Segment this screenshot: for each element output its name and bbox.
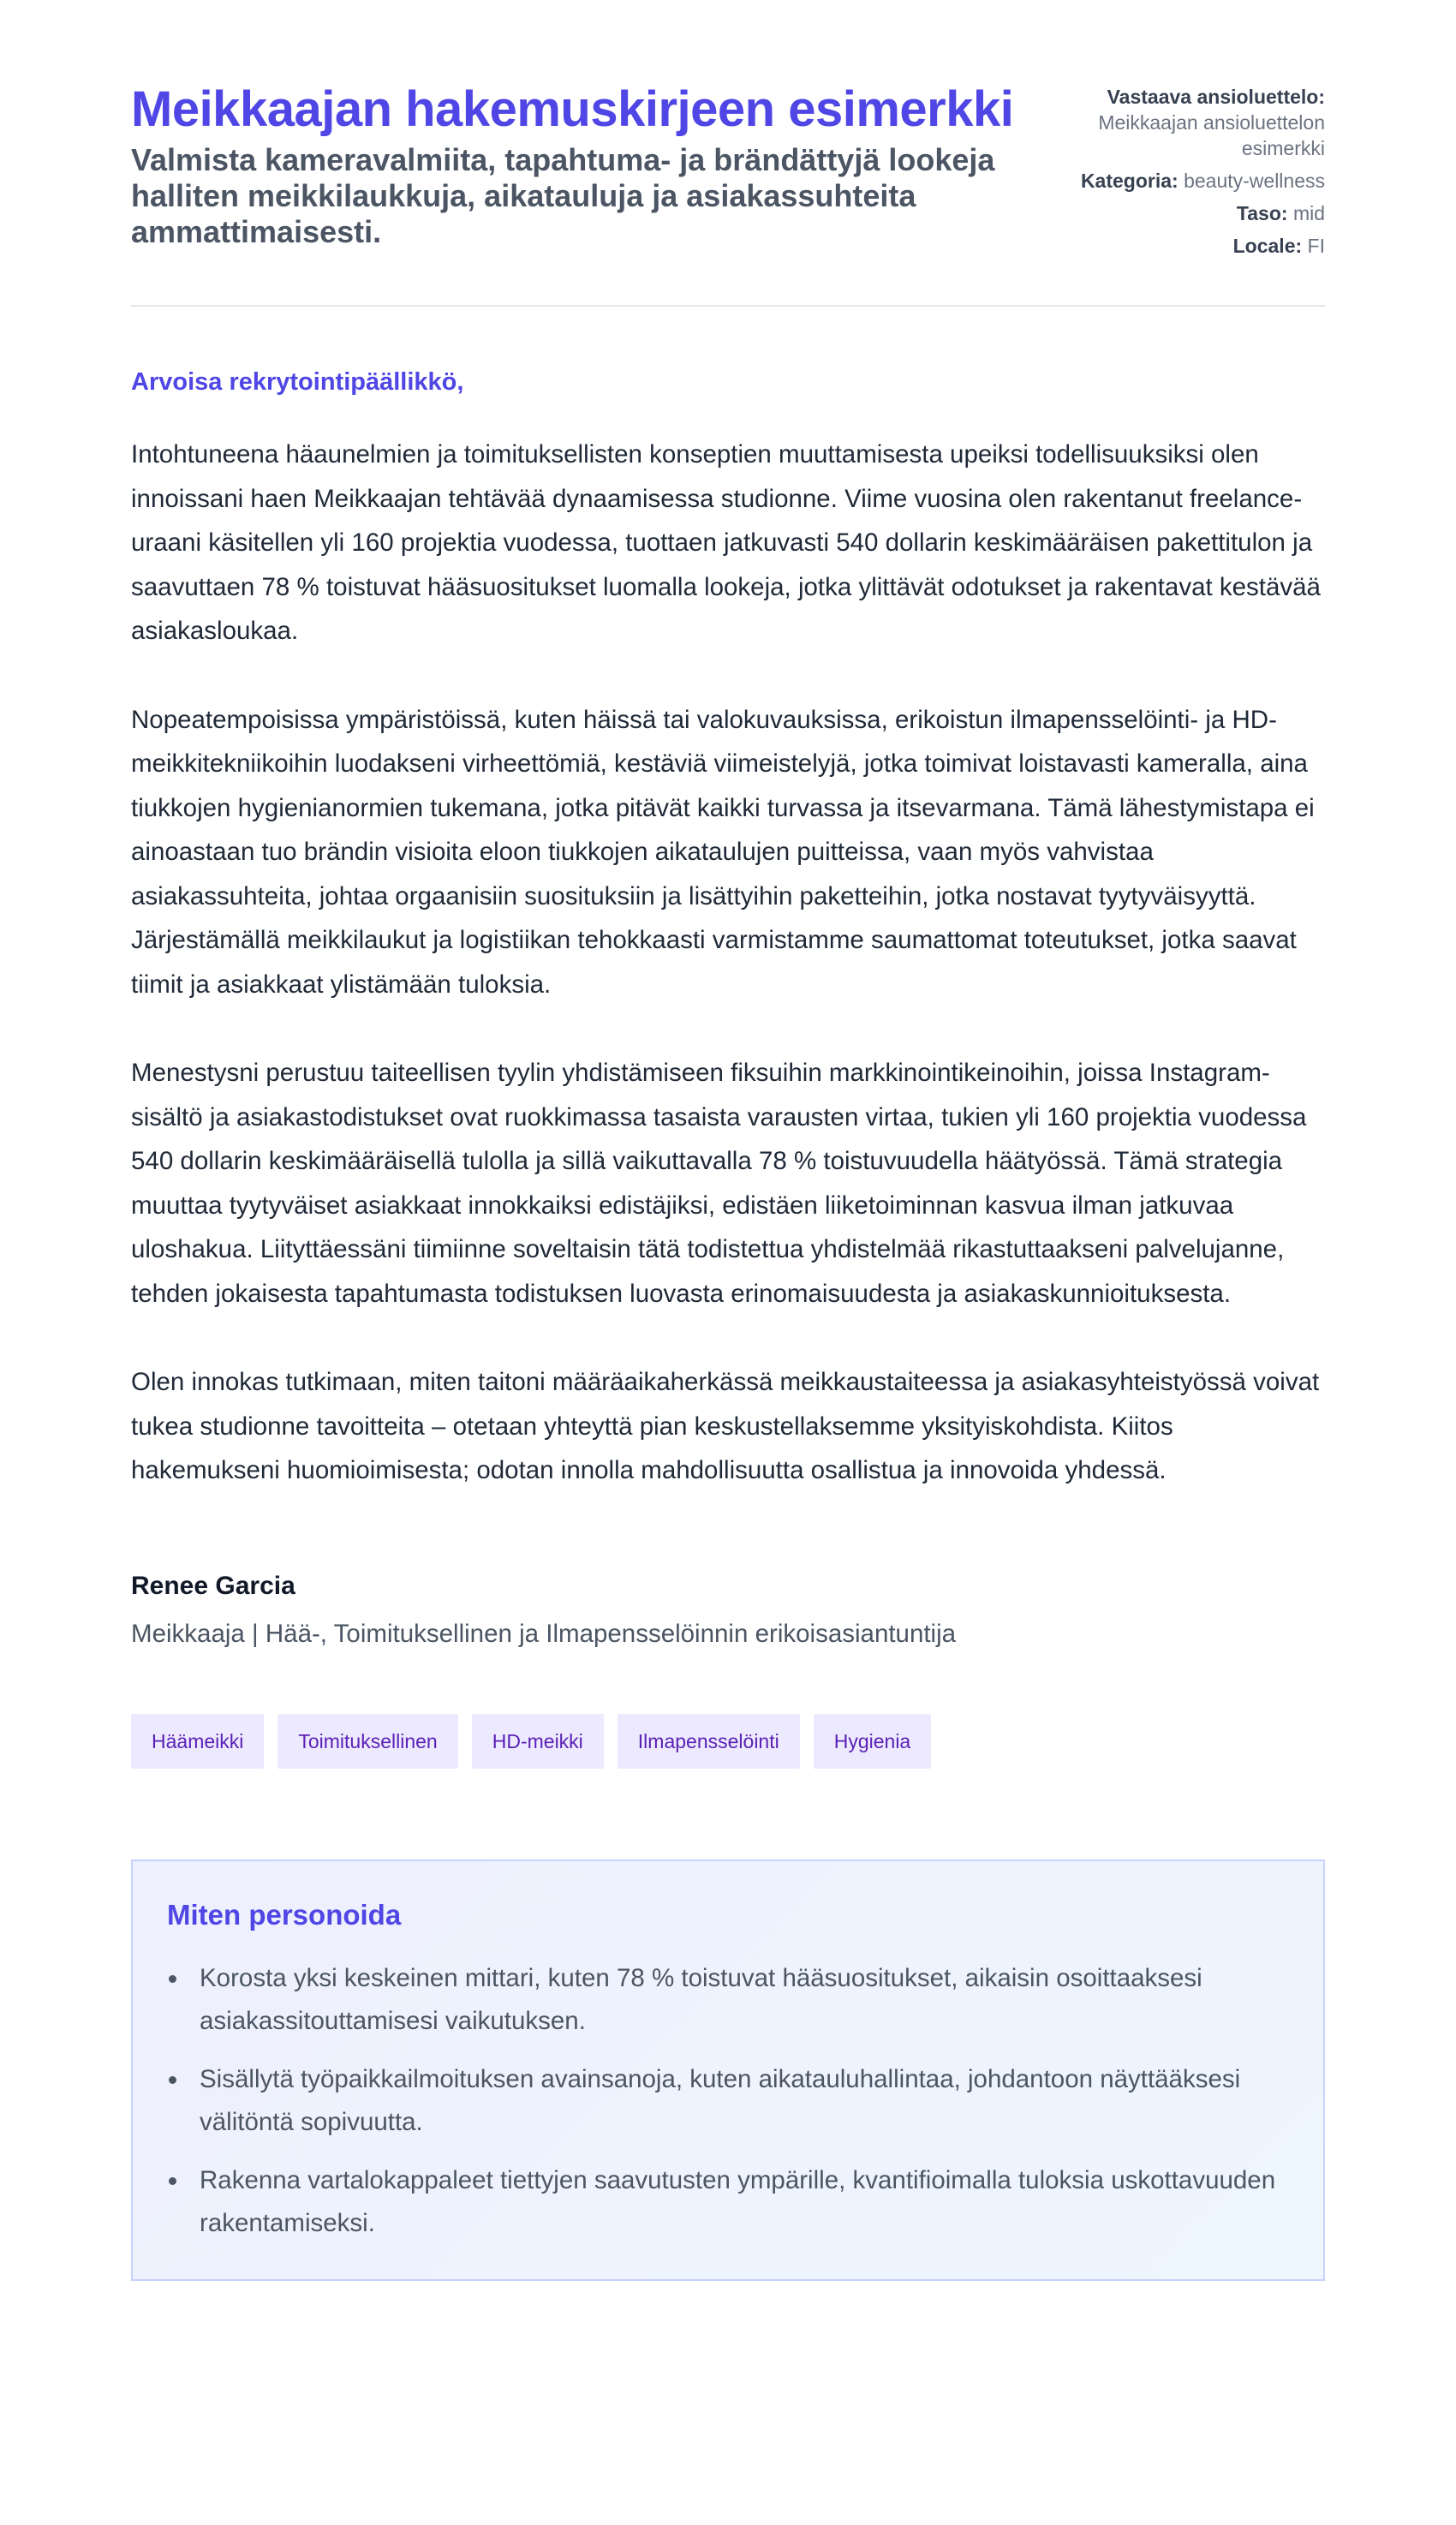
personalize-tips-box [131,1859,1325,2281]
bullet-icon [169,2177,176,2185]
title-block [131,82,1056,250]
meta-level [1068,200,1325,226]
tag-chip[interactable]: Toimituksellinen [277,1714,457,1769]
tip-text: Rakenna vartalokappaleet tiettyjen saavutusten ympärille, kvantifioimalla tuloksia uskottavuuden rakentamiseksi. [200,2165,1276,2237]
page-header [131,82,1325,307]
tag-chip[interactable]: Ilmapensselöinti [618,1714,800,1769]
tip-item [167,2159,1289,2245]
bullet-icon [169,1975,176,1983]
letter-greeting: Arvoisa rekrytointipäällikkö, [131,368,464,396]
signature-role: Meikkaaja | Hää-, Toimituksellinen ja Ilmapensselöinnin erikoisasiantuntija [131,1619,957,1648]
tips-list [167,1957,1289,2245]
meta-resume-label: Vastaava ansioluettelo: [1107,86,1325,108]
letter-paragraph: Menestysni perustuu taiteellisen tyylin yhdistämiseen fiksuihin markkinointikeinoihin, joissa Instagram-sisältö ja asiakastodistukset ovat ruokkimassa tasaista varausten virtaa, tukien yli 160 projektia vuodessa 540 dollarin keskimääräisellä tulolla ja sillä vaikuttavalla 78 % toistuvuudella häätyössä. Tämä strategia muuttaa tyytyväiset asiakkaat innokkaiksi edistäjiksi, edistäen liiketoiminnan kasvua ilman jatkuvaa uloshakua. Liityttäessäni tiimiinne soveltaisin tätä todistettua yhdistelmää rikastuttaakseni palvelujanne, tehden jokaisesta tapahtumasta todistuksen luovasta erinomaisuudesta ja asiakaskunnioituksesta. [131,1059,1307,1308]
tag-chip[interactable]: HD-meikki [472,1714,604,1769]
page-subtitle: Valmista kameravalmiita, tapahtuma- ja brändättyjä lookeja halliten meikkilaukkuja, aikatauluja ja asiakassuhteita ammattimaisesti. [131,142,995,249]
bullet-icon [169,2076,176,2084]
tag-chip[interactable]: Hygienia [814,1714,932,1769]
tip-item [167,2058,1289,2144]
tip-text: Sisällytä työpaikkailmoituksen avainsanoja, kuten aikatauluhallintaa, johdantoon näyttääksesi välitöntä sopivuutta. [200,2064,1241,2136]
tip-item [167,1957,1289,2043]
meta-locale [1068,233,1325,259]
meta-category-label: Kategoria: [1080,170,1179,192]
meta-category-value: beauty-wellness [1184,170,1325,192]
tip-text: Korosta yksi keskeinen mittari, kuten 78 % toistuvat hääsuositukset, aikaisin osoittaaksesi asiakassitouttamisesi vaikutuksen. [200,1963,1202,2035]
page-title: Meikkaajan hakemuskirjeen esimerkki [131,81,1014,137]
meta-level-label: Taso: [1236,202,1288,224]
letter-paragraph: Olen innokas tutkimaan, miten taitoni määräaikaherkässä meikkaustaiteessa ja asiakasyhteistyössä voivat tukea studionne tavoitteita – otetaan yhteyttä pian keskustellaksemme yksityiskohdista. Kiitos hakemukseni huomioimisesta; odotan innolla mahdollisuutta osallistua ja innovoida yhdessä. [131,1368,1320,1484]
letter-paragraph: Intohtuneena häaunelmien ja toimituksellisten konseptien muuttamisesta upeiksi todellisuuksiksi olen innoissani haen Meikkaajan tehtävää dynaamisessa studionne. Viime vuosina olen rakentanut freelance-uraani käsitellen yli 160 projektia vuodessa, tuottaen jatkuvasti 540 dollarin keskimääräisen pakettitulon ja saavuttaen 78 % toistuvat hääsuositukset luomalla lookeja, jotka ylittävät odotukset ja rakentavat kestävää asiakasloukaa. [131,440,1321,645]
meta-locale-label: Locale: [1232,235,1303,257]
meta-resume-link[interactable]: Meikkaajan ansioluettelon esimerkki [1098,111,1325,159]
meta-category [1068,168,1325,194]
meta-resume [1068,84,1325,161]
meta-panel [1068,82,1325,266]
tag-chip[interactable]: Häämeikki [131,1714,264,1769]
meta-level-value: mid [1292,202,1325,224]
signature-name: Renee Garcia [131,1571,295,1600]
letter-paragraph: Nopeatempoisissa ympäristöissä, kuten häissä tai valokuvauksissa, erikoistun ilmapensselöinti- ja HD-meikkitekniikoihin luodakseni virheettömiä, kestäviä viimeistelyjä, jotka toimivat loistavasti kameralla, aina tiukkojen hygienianormien tukemana, jotka pitävät kaikki turvassa ja itsevarmana. Tämä lähestymistapa ei ainoastaan tuo brändin visioita eloon tiukkojen aikataulujen puitteissa, vaan myös vahvistaa asiakassuhteita, johtaa orgaanisiin suosituksiin ja lisättyihin paketteihin, jotka nostavat tyytyväisyyttä. Järjestämällä meikkilaukut ja logistiikan tehokkaasti varmistamme saumattomat toteutukset, jotka saavat tiimit ja asiakkaat ylistämään tuloksia. [131,705,1315,999]
tips-title: Miten personoida [167,1898,402,1931]
tag-list [131,1714,1325,1769]
meta-locale-value: FI [1307,235,1325,257]
